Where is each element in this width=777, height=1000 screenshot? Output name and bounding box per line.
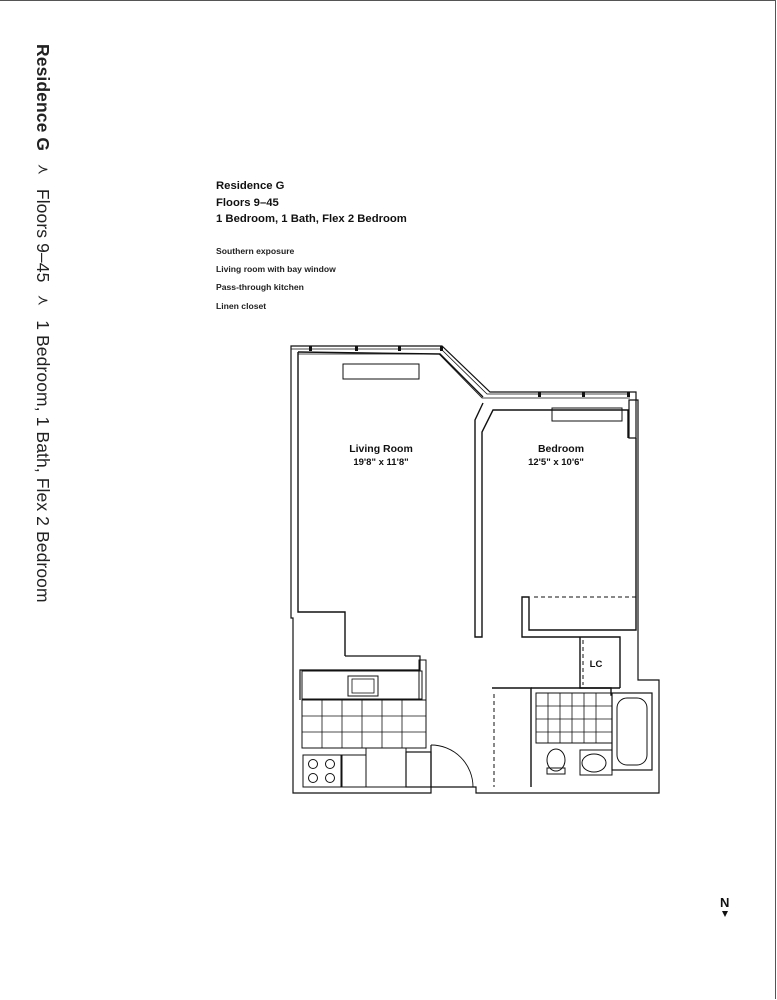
kitchen-dishwasher — [366, 748, 406, 787]
linen-closet-label: LC — [589, 659, 603, 670]
bedroom-dims: 12'5" x 10'6" — [528, 457, 584, 468]
header-floors: Floors 9–45 — [216, 196, 279, 209]
side-caption-separator-icon: ≺ — [37, 162, 49, 179]
bedroom-right-wall — [522, 438, 636, 688]
bath-tile-floor — [536, 693, 612, 743]
living-radiator — [343, 364, 419, 379]
living-room-label: Living Room — [349, 443, 413, 455]
entry-door-swing — [431, 745, 473, 787]
side-caption-floors: Floors 9–45 — [33, 188, 53, 283]
feature-item: Pass-through kitchen — [216, 282, 304, 293]
kitchen-counter-top — [300, 656, 420, 700]
feature-item: Linen closet — [216, 300, 267, 311]
bath-wall — [531, 688, 612, 695]
header-residence: Residence G — [216, 180, 285, 192]
header-layout: 1 Bedroom, 1 Bath, Flex 2 Bedroom — [216, 213, 407, 225]
feature-item: Southern exposure — [216, 246, 295, 256]
living-inner-wall — [298, 352, 345, 656]
bedroom-label: Bedroom — [537, 443, 585, 455]
kitchen-tile-floor — [302, 700, 426, 748]
kitchen-counter-right — [342, 755, 366, 787]
kitchen-upper-counter — [302, 671, 422, 699]
burner-icon — [309, 774, 318, 783]
bath-sink-icon — [582, 754, 606, 772]
bath-tile-grid — [536, 693, 612, 743]
side-caption-residence: Residence G — [33, 44, 53, 152]
burner-icon — [326, 774, 335, 783]
kitchen-stove — [303, 755, 341, 787]
burner-icon — [326, 760, 335, 769]
entry-wall-stub — [406, 752, 431, 787]
feature-item: Living room with bay window — [216, 264, 336, 275]
burner-icon — [309, 760, 318, 769]
hall-closet-wall — [492, 688, 531, 787]
bathtub-basin — [617, 698, 647, 765]
kitchen-tile-grid — [302, 700, 426, 748]
side-caption-layout: 1 Bedroom, 1 Bath, Flex 2 Bedroom — [33, 320, 53, 603]
living-room-dims: 19'8" x 11'8" — [353, 457, 409, 468]
north-label: N — [720, 895, 730, 910]
partition-wall — [475, 403, 628, 637]
north-compass — [720, 895, 729, 917]
north-arrow-icon — [722, 911, 728, 917]
window-band — [291, 349, 630, 394]
side-caption-separator-icon: ≺ — [37, 293, 49, 310]
kitchen-sink-basin — [352, 679, 374, 693]
